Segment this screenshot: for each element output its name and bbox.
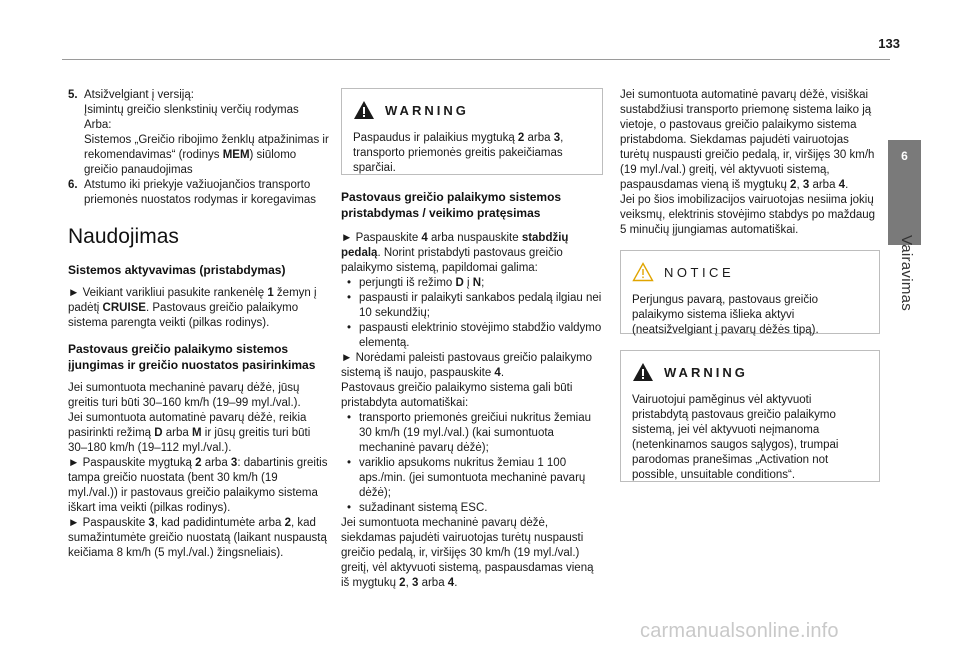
- paragraph: Jei sumontuota automatinė pavarų dėžė, visiškai sustabdžiusi transporto priemonę sistema laiko ją vietoje, o pastovaus greičio palaikymo sistema pristabdoma. Siekdamas pajudėti vairuotojas turėtų nuspausti greičio pedalą, ir, viršijęs 30 km/h (19 myl./val.) greitį, vėl aktyvuoti sistemą, paspausdamas vieną iš mygtukų 2, 3 arba 4.: [620, 89, 875, 191]
- item-text: Arba:: [84, 119, 112, 131]
- list-item: • paspausti ir palaikyti sankabos pedalą ilgiau nei 10 sekundžių;: [341, 291, 603, 321]
- list-item: • sužadinant sistemą ESC.: [341, 501, 603, 516]
- item-text: Įsimintų greičio slenkstinių verčių rodymas: [84, 104, 299, 116]
- subheading-pause: Pastovaus greičio palaikymo sistemos pristabdymas / veikimo pratęsimas: [341, 190, 562, 220]
- warning-text: Paspaudus ir palaikius mygtuką 2 arba 3, transporto priemonės greitis pakeičiamas sparčiai.: [353, 132, 564, 174]
- column-3: [620, 88, 880, 482]
- chapter-tab: [888, 140, 921, 245]
- paragraph: Jei po šios imobilizacijos vairuotojas nesiima jokių veiksmų, elektrinis stovėjimo stabdys po maždaug 5 minučių įjungiamas automatiškai.: [620, 194, 876, 236]
- list-item: • perjungti iš režimo D į N;: [341, 276, 603, 291]
- bullet-list-auto: [341, 411, 603, 516]
- subheading-activation: Sistemos aktyvavimas (pristabdymas): [68, 263, 286, 277]
- warning-header: [353, 99, 591, 121]
- chapter-title: Vairavimas: [898, 235, 915, 312]
- item-text: Sistemos „Greičio ribojimo ženklų atpažinimas ir rekomendavimas“ (rodinys MEM) siūlomo greičio panaudojimas: [84, 134, 329, 176]
- list-item: • transporto priemonės greičiui nukritus žemiau 30 km/h (19 myl./val.) (kai sumontuota mechaninė pavarų dėžė);: [341, 411, 603, 456]
- paragraph: Jei sumontuota mechaninė pavarų dėžė, jūsų greitis turi būti 30–160 km/h (19–99 myl./val.).: [68, 382, 301, 409]
- warning-box: [620, 350, 880, 482]
- warning-title: WARNING: [385, 102, 469, 118]
- paragraph: ► Paspauskite 3, kad padidintumėte arba 2, kad sumažintumėte greičio nuostatą (laikant nuspaustą keičiama 8 km/h (5 myl./val.) žingsneliais).: [68, 517, 327, 559]
- item-text: Atstumo iki priekyje važiuojančios transporto priemonės nuostatos rodymas ir koregavimas: [84, 179, 317, 206]
- paragraph: Jei sumontuota automatinė pavarų dėžė, reikia pasirinkti režimą D arba M ir jūsų greitis turi būti 30–180 km/h (19–112 myl./val.).: [68, 412, 311, 454]
- notice-text: Perjungus pavarą, pastovaus greičio palaikymo sistema išlieka aktyvi (neatsižvelgiant į pavarų dėžės tipą).: [632, 294, 819, 336]
- warning-icon: [353, 100, 375, 120]
- paragraph: ► Norėdami paleisti pastovaus greičio palaikymo sistemą iš naujo, paspauskite 4.: [341, 352, 593, 379]
- subheading-enable: Pastovaus greičio palaikymo sistemos įjungimas ir greičio nuostatos pasirinkimas: [68, 342, 316, 372]
- paragraph: ► Paspauskite 4 arba nuspauskite stabdžių pedalą. Norint pristabdyti pastovaus greičio palaikymo sistemą, papildomai galima:: [341, 232, 569, 274]
- notice-title: NOTICE: [664, 264, 735, 280]
- column-2: [341, 88, 603, 591]
- paragraph: ► Paspauskite mygtuką 2 arba 3: dabartinis greitis tampa greičio nuostata (bent 30 km/h (19 myl./val.)) ir pastovaus greičio palaikymo sistema iškart ima veikti (pilkas rodinys).: [68, 457, 328, 514]
- header-rule: [62, 59, 890, 60]
- paragraph: Jei sumontuota mechaninė pavarų dėžė, siekdamas pajudėti vairuotojas turėtų nuspausti greičio pedalą, ir, viršijęs 30 km/h (19 myl./val.) greitį, vėl aktyvuoti sistemą, paspausdamas vieną iš mygtukų 2, 3 arba 4.: [341, 517, 594, 589]
- notice-box: [620, 250, 880, 334]
- warning-box: [341, 88, 603, 175]
- warning-title: WARNING: [664, 364, 748, 380]
- warning-header: [632, 361, 868, 383]
- list-item-5: [68, 88, 330, 178]
- bullet-list-pause: [341, 276, 603, 351]
- item-number: 6.: [68, 179, 78, 191]
- list-item: • variklio apsukoms nukritus žemiau 1 100 aps./min. (jei sumontuota mechaninė pavarų dėžė);: [341, 456, 603, 501]
- section-title: Naudojimas: [68, 225, 179, 248]
- column-1: [68, 88, 330, 561]
- paragraph: Pastovaus greičio palaikymo sistema gali būti pristabdyta automatiškai:: [341, 382, 573, 409]
- warning-icon: [632, 362, 654, 382]
- paragraph: ► Veikiant varikliui pasukite rankenėlę 1 žemyn į padėtį CRUISE. Pastovaus greičio palaikymo sistema parengta veikti (pilkas rodinys).: [68, 287, 317, 329]
- chapter-number: 6: [901, 149, 908, 163]
- notice-icon: [632, 262, 654, 282]
- warning-text: Vairuotojui paměginus vėl aktyvuoti pristabdytą pastovaus greičio palaikymo sistemą, jei vėl aktyvuoti neįmanoma (netenkinamos saugos sąlygos), trumpai parodomas pranešimas „Activation not possible, unsuitable conditions“.: [632, 394, 839, 481]
- item-number: 5.: [68, 89, 78, 101]
- notice-header: [632, 261, 868, 283]
- page-number: 133: [878, 36, 900, 51]
- item-text: Atsižvelgiant į versiją:: [84, 89, 194, 101]
- watermark: carmanualsonline.info: [640, 620, 839, 642]
- list-item: • paspausti elektrinio stovėjimo stabdžio valdymo elementą.: [341, 321, 603, 351]
- list-item-6: [68, 178, 330, 208]
